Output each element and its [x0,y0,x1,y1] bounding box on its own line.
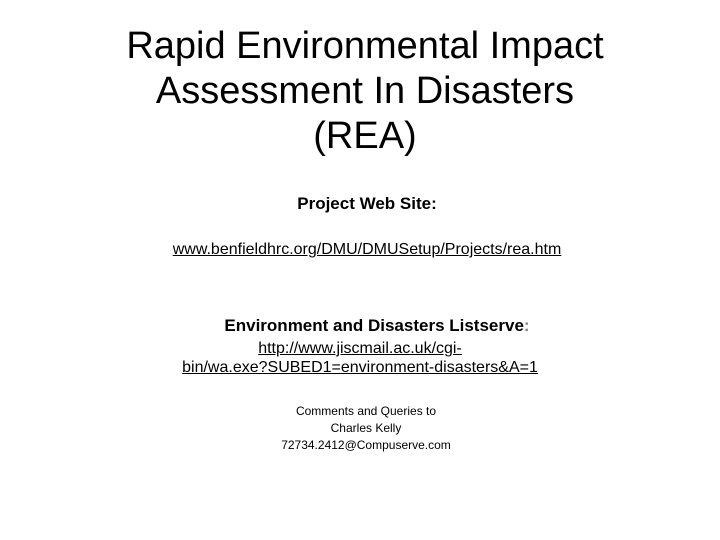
project-web-site-label: Project Web Site: [297,194,437,213]
listserve-link[interactable] [140,339,580,377]
comments-contact-email: 72734.2412@Compuserve.com [281,438,451,452]
title-line-3: (REA) [313,114,417,157]
title-line-1: Rapid Environmental Impact [126,25,604,67]
comments-contact-name: Charles Kelly [330,421,402,435]
listserve-label-colon: : [523,316,530,335]
listserve-link-line-2: bin/wa.exe?SUBED1=environment-disasters&A=1 [182,359,538,376]
listserve-link-line-1: http://www.jiscmail.ac.uk/cgi- [258,340,462,357]
comments-line-1: Comments and Queries to [295,404,437,418]
project-web-site-link[interactable]: www.benfieldhrc.org/DMU/DMUSetup/Projects/rea.htm [172,241,562,258]
listserve-label-text: Environment and Disasters Listserve [224,316,524,335]
title-line-2: Assessment In Disasters [155,69,575,112]
comments-block [0,403,720,454]
listserve-label [0,316,720,336]
slide-title [60,24,670,158]
